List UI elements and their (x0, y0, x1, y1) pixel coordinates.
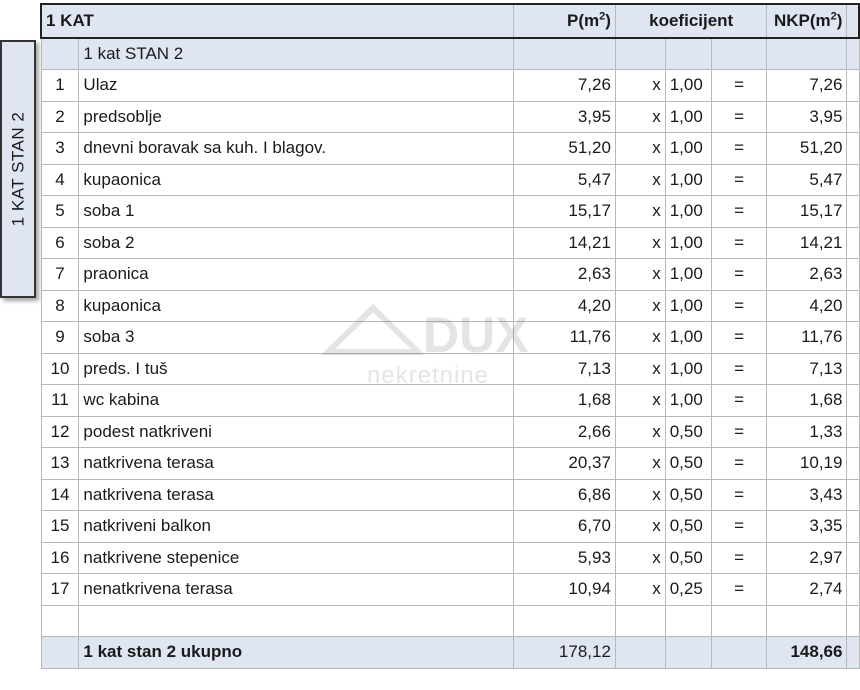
row-end-cell (847, 133, 859, 165)
table-row (41, 416, 859, 448)
coefficient-value: 0,50 (665, 416, 711, 448)
room-name: kupaonica (79, 164, 514, 196)
table-row (41, 196, 859, 228)
room-name: predsoblje (79, 101, 514, 133)
spacer-row (41, 605, 859, 637)
equals-sign: = (711, 416, 767, 448)
table-row (41, 101, 859, 133)
coefficient-value: 1,00 (665, 164, 711, 196)
side-label (0, 40, 36, 298)
equals-sign: = (711, 479, 767, 511)
table-row (41, 574, 859, 606)
table-row (41, 227, 859, 259)
area-header: $P(m^2)$ (514, 4, 616, 38)
equals-sign: = (711, 196, 767, 228)
level-header: 1 KAT (41, 4, 514, 38)
area-value: 15,17 (514, 196, 616, 228)
row-number: 12 (41, 416, 79, 448)
row-end-cell (847, 416, 859, 448)
room-name: natkrivene stepenice (79, 542, 514, 574)
row-end-cell (847, 574, 859, 606)
coefficient-value: 1,00 (665, 101, 711, 133)
nkp-value: 15,17 (767, 196, 847, 228)
coefficient-header: koeficijent (615, 4, 767, 38)
area-value: 5,47 (514, 164, 616, 196)
row-end-cell (847, 227, 859, 259)
room-name: Ulaz (79, 70, 514, 102)
equals-sign: = (711, 511, 767, 543)
multiply-sign: x (615, 479, 665, 511)
total-nkp: 148,66 (767, 637, 847, 669)
room-name: natkriveni balkon (79, 511, 514, 543)
nkp-value: 2,97 (767, 542, 847, 574)
table-row (41, 511, 859, 543)
area-value: 7,26 (514, 70, 616, 102)
table-row (41, 542, 859, 574)
row-number: 9 (41, 322, 79, 354)
coefficient-value: 1,00 (665, 227, 711, 259)
multiply-sign: x (615, 416, 665, 448)
room-name: soba 2 (79, 227, 514, 259)
multiply-sign: x (615, 164, 665, 196)
area-table (40, 3, 860, 669)
coefficient-value: 1,00 (665, 322, 711, 354)
multiply-sign: x (615, 227, 665, 259)
total-label: 1 kat stan 2 ukupno (79, 637, 514, 669)
equals-sign: = (711, 290, 767, 322)
multiply-sign: x (615, 196, 665, 228)
nkp-value: 3,43 (767, 479, 847, 511)
row-number: 16 (41, 542, 79, 574)
row-number: 7 (41, 259, 79, 291)
multiply-sign: x (615, 448, 665, 480)
table-row (41, 133, 859, 165)
nkp-value: 51,20 (767, 133, 847, 165)
area-value: 51,20 (514, 133, 616, 165)
area-value: 5,93 (514, 542, 616, 574)
row-number: 3 (41, 133, 79, 165)
row-number: 10 (41, 353, 79, 385)
table-row (41, 353, 859, 385)
section-row (41, 38, 859, 70)
row-end-cell (847, 101, 859, 133)
row-end-cell (847, 196, 859, 228)
section-title: 1 kat STAN 2 (79, 38, 514, 70)
row-number: 13 (41, 448, 79, 480)
equals-sign: = (711, 385, 767, 417)
room-name: dnevni boravak sa kuh. I blagov. (79, 133, 514, 165)
row-number: 4 (41, 164, 79, 196)
area-value: 14,21 (514, 227, 616, 259)
total-area: 178,12 (514, 637, 616, 669)
equals-sign: = (711, 542, 767, 574)
multiply-sign: x (615, 133, 665, 165)
area-value: 1,68 (514, 385, 616, 417)
header-end-cell (847, 4, 859, 38)
row-end-cell (847, 479, 859, 511)
row-number: 1 (41, 70, 79, 102)
nkp-value: 1,33 (767, 416, 847, 448)
multiply-sign: x (615, 385, 665, 417)
coefficient-value: 1,00 (665, 353, 711, 385)
row-end-cell (847, 164, 859, 196)
area-value: 2,63 (514, 259, 616, 291)
row-end-cell (847, 385, 859, 417)
table-row (41, 290, 859, 322)
row-number: 6 (41, 227, 79, 259)
nkp-value: 5,47 (767, 164, 847, 196)
area-value: 11,76 (514, 322, 616, 354)
table-row (41, 259, 859, 291)
table-row (41, 70, 859, 102)
nkp-value: 10,19 (767, 448, 847, 480)
multiply-sign: x (615, 353, 665, 385)
row-end-cell (847, 511, 859, 543)
multiply-sign: x (615, 101, 665, 133)
row-end-cell (847, 542, 859, 574)
row-end-cell (847, 290, 859, 322)
row-number: 2 (41, 101, 79, 133)
equals-sign: = (711, 70, 767, 102)
multiply-sign: x (615, 322, 665, 354)
equals-sign: = (711, 101, 767, 133)
table-row (41, 448, 859, 480)
multiply-sign: x (615, 290, 665, 322)
multiply-sign: x (615, 542, 665, 574)
nkp-value: 3,35 (767, 511, 847, 543)
room-name: natkrivena terasa (79, 479, 514, 511)
area-value: 6,86 (514, 479, 616, 511)
table-row (41, 322, 859, 354)
equals-sign: = (711, 259, 767, 291)
row-number: 14 (41, 479, 79, 511)
row-number: 8 (41, 290, 79, 322)
area-value: 3,95 (514, 101, 616, 133)
area-value: 7,13 (514, 353, 616, 385)
nkp-value: 4,20 (767, 290, 847, 322)
coefficient-value: 1,00 (665, 290, 711, 322)
row-end-cell (847, 70, 859, 102)
coefficient-value: 0,25 (665, 574, 711, 606)
nkp-value: 1,68 (767, 385, 847, 417)
table-row (41, 385, 859, 417)
multiply-sign: x (615, 511, 665, 543)
equals-sign: = (711, 227, 767, 259)
room-name: praonica (79, 259, 514, 291)
room-name: soba 3 (79, 322, 514, 354)
area-value: 20,37 (514, 448, 616, 480)
multiply-sign: x (615, 70, 665, 102)
area-value: 6,70 (514, 511, 616, 543)
room-name: wc kabina (79, 385, 514, 417)
coefficient-value: 0,50 (665, 448, 711, 480)
row-number: 15 (41, 511, 79, 543)
room-name: soba 1 (79, 196, 514, 228)
row-end-cell (847, 259, 859, 291)
multiply-sign: x (615, 259, 665, 291)
coefficient-value: 1,00 (665, 385, 711, 417)
watermark-text: nekretnine (366, 362, 490, 389)
area-value: 4,20 (514, 290, 616, 322)
room-name: podest natkriveni (79, 416, 514, 448)
equals-sign: = (711, 448, 767, 480)
coefficient-value: 0,50 (665, 479, 711, 511)
multiply-sign: x (615, 574, 665, 606)
equals-sign: = (711, 164, 767, 196)
area-value: 2,66 (514, 416, 616, 448)
coefficient-value: 1,00 (665, 259, 711, 291)
equals-sign: = (711, 353, 767, 385)
equals-sign: = (711, 133, 767, 165)
nkp-value: 2,74 (767, 574, 847, 606)
nkp-value: 14,21 (767, 227, 847, 259)
coefficient-value: 1,00 (665, 133, 711, 165)
nkp-value: 7,26 (767, 70, 847, 102)
row-number: 5 (41, 196, 79, 228)
room-name: nenatkrivena terasa (79, 574, 514, 606)
total-row (41, 637, 859, 669)
row-number: 17 (41, 574, 79, 606)
row-end-cell (847, 353, 859, 385)
nkp-value: 2,63 (767, 259, 847, 291)
coefficient-value: 0,50 (665, 511, 711, 543)
row-end-cell (847, 448, 859, 480)
equals-sign: = (711, 322, 767, 354)
coefficient-value: 0,50 (665, 542, 711, 574)
header-row (41, 4, 859, 38)
nkp-value: 3,95 (767, 101, 847, 133)
watermark-brand: DUX (423, 307, 529, 363)
nkp-header: $NKP(m^2)$ (767, 4, 847, 38)
coefficient-value: 1,00 (665, 70, 711, 102)
table-row (41, 164, 859, 196)
row-number: 11 (41, 385, 79, 417)
area-value: 10,94 (514, 574, 616, 606)
room-name: preds. I tuš (79, 353, 514, 385)
equals-sign: = (711, 574, 767, 606)
side-label-text: 1 KAT STAN 2 (8, 111, 27, 227)
room-name: kupaonica (79, 290, 514, 322)
nkp-value: 11,76 (767, 322, 847, 354)
nkp-value: 7,13 (767, 353, 847, 385)
row-end-cell (847, 322, 859, 354)
table-row (41, 479, 859, 511)
coefficient-value: 1,00 (665, 196, 711, 228)
room-name: natkrivena terasa (79, 448, 514, 480)
